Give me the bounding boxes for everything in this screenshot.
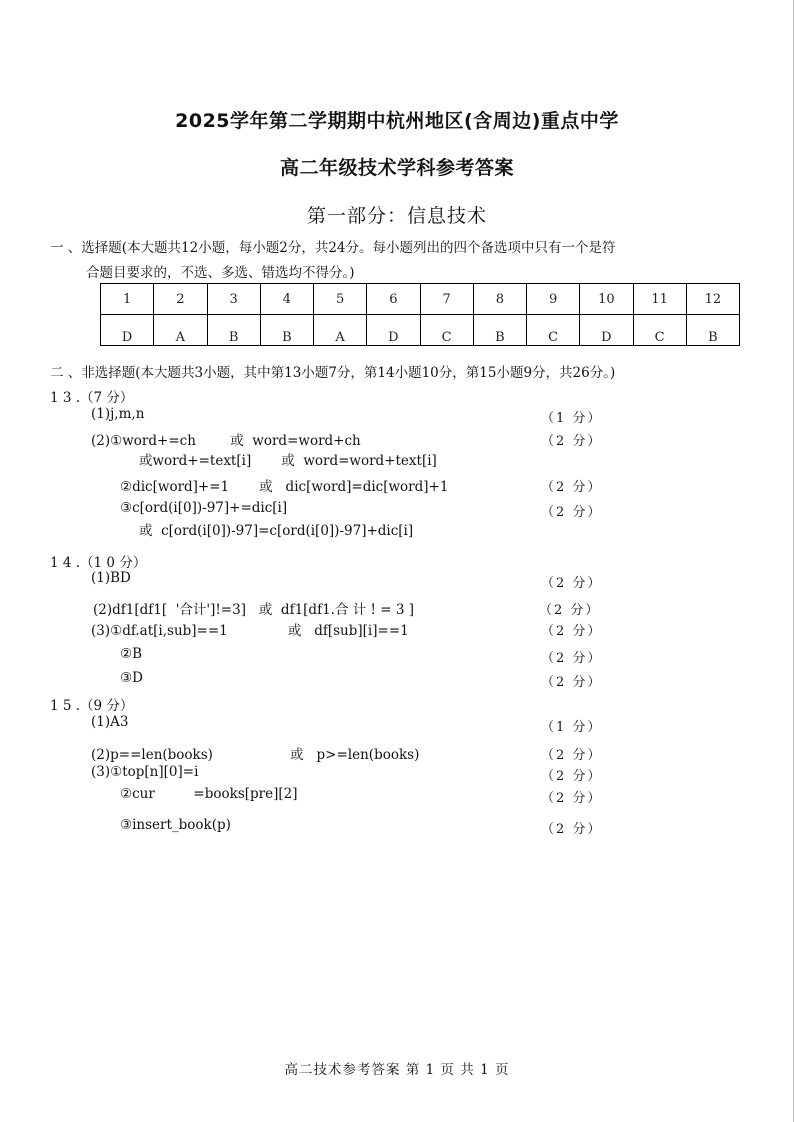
q14-answer-3-3: ③D — [120, 670, 143, 686]
q15-heading: 1 5 .（9 分） — [50, 698, 134, 714]
question-number: 4 — [260, 284, 313, 315]
q15-answer-2: (2)p==len(books) 或 p>=len(books) — [91, 747, 420, 763]
question-number: 6 — [367, 284, 420, 315]
answer-row — [101, 315, 740, 346]
q15-score-2: （2 分） — [541, 748, 603, 763]
q14-answer-1: (1)BD — [91, 570, 131, 586]
answer-cell: B — [686, 315, 739, 346]
q14-answer-3-2: ②B — [120, 646, 143, 662]
q13-score-2-3: （2 分） — [541, 505, 603, 520]
question-number: 2 — [154, 284, 207, 315]
q15-score-1: （1 分） — [541, 720, 603, 735]
answer-cell: B — [473, 315, 526, 346]
answer-cell: C — [420, 315, 473, 346]
question-number: 1 — [101, 284, 154, 315]
section1-heading-cont: 合题目要求的，不选、多选、错选均不得分。) — [86, 265, 355, 281]
q15-score-3-3: （2 分） — [541, 822, 603, 837]
question-number: 8 — [473, 284, 526, 315]
answer-key-title: 高二年级技术学科参考答案 — [279, 157, 514, 179]
q13-heading: 1 3 .（7 分） — [50, 390, 134, 406]
page-footer: 高二技术参考答案 第 1 页 共 1 页 — [284, 1062, 510, 1078]
q15-score-3-2: （2 分） — [541, 791, 603, 806]
q15-answer-3-2: ②cur =books[pre][2] — [120, 786, 298, 802]
q14-score-2: （2 分） — [539, 603, 601, 618]
answer-cell: B — [207, 315, 260, 346]
question-number: 10 — [580, 284, 633, 315]
q15-answer-3-1: (3)①top[n][0]=i — [91, 764, 199, 780]
answer-cell: A — [314, 315, 367, 346]
q14-score-3-3: （2 分） — [541, 675, 603, 690]
q13-answer-2-3-alt: 或 c[ord(i[0])-97]=c[ord(i[0])-97]+dic[i] — [139, 523, 414, 539]
question-number: 5 — [314, 284, 367, 315]
q13-answer-2-1-alt: 或word+=text[i] 或 word=word+text[i] — [139, 453, 437, 469]
q15-answer-1: (1)A3 — [91, 714, 129, 730]
q13-answer-1: (1)j,m,n — [91, 406, 145, 422]
question-number: 12 — [686, 284, 739, 315]
q13-score-2-1: （2 分） — [541, 434, 603, 449]
q13-answer-2-3: ③c[ord(i[0])-97]+=dic[i] — [120, 500, 288, 516]
answer-cell: A — [154, 315, 207, 346]
q13-answer-2-1: (2)①word+=ch 或 word=word+ch — [91, 433, 361, 449]
section2-heading: 二 、非选择题(本大题共3小题，其中第13小题7分，第14小题10分，第15小题9分，共26分。) — [50, 365, 616, 381]
answer-cell: D — [101, 315, 154, 346]
q15-answer-3-3: ③insert_book(p) — [120, 817, 231, 833]
q13-score-2-2: （2 分） — [541, 480, 603, 495]
q14-score-3-2: （2 分） — [541, 651, 603, 666]
q13-answer-2-2: ②dic[word]+=1 或 dic[word]=dic[word]+1 — [120, 479, 449, 495]
question-number: 11 — [633, 284, 686, 315]
answer-cell: C — [633, 315, 686, 346]
question-number: 3 — [207, 284, 260, 315]
exam-title: 2025学年第二学期期中杭州地区(含周边)重点中学 — [175, 110, 619, 132]
q14-score-3-1: （2 分） — [541, 624, 603, 639]
part-title: 第一部分：信息技术 — [306, 205, 487, 227]
choice-answer-table — [100, 283, 740, 346]
q14-score-1: （2 分） — [541, 576, 603, 591]
question-number: 9 — [527, 284, 580, 315]
q13-score-1: （1 分） — [541, 411, 603, 426]
q15-score-3-1: （2 分） — [541, 769, 603, 784]
q14-answer-3-1: (3)①df.at[i,sub]==1 或 df[sub][i]==1 — [91, 623, 409, 639]
answer-cell: D — [580, 315, 633, 346]
answer-cell: C — [527, 315, 580, 346]
q14-answer-2: (2)df1[df1[ '合计']!=3] 或 df1[df1.合 计 ! = 3 ] — [93, 602, 414, 618]
question-number: 7 — [420, 284, 473, 315]
q14-heading: 1 4 .（1 0 分） — [50, 555, 147, 571]
answer-cell: D — [367, 315, 420, 346]
question-number-row — [101, 284, 740, 315]
answer-cell: B — [260, 315, 313, 346]
section1-heading: 一 、选择题(本大题共12小题，每小题2分，共24分。每小题列出的四个备选项中只有一个是符 — [50, 240, 616, 256]
